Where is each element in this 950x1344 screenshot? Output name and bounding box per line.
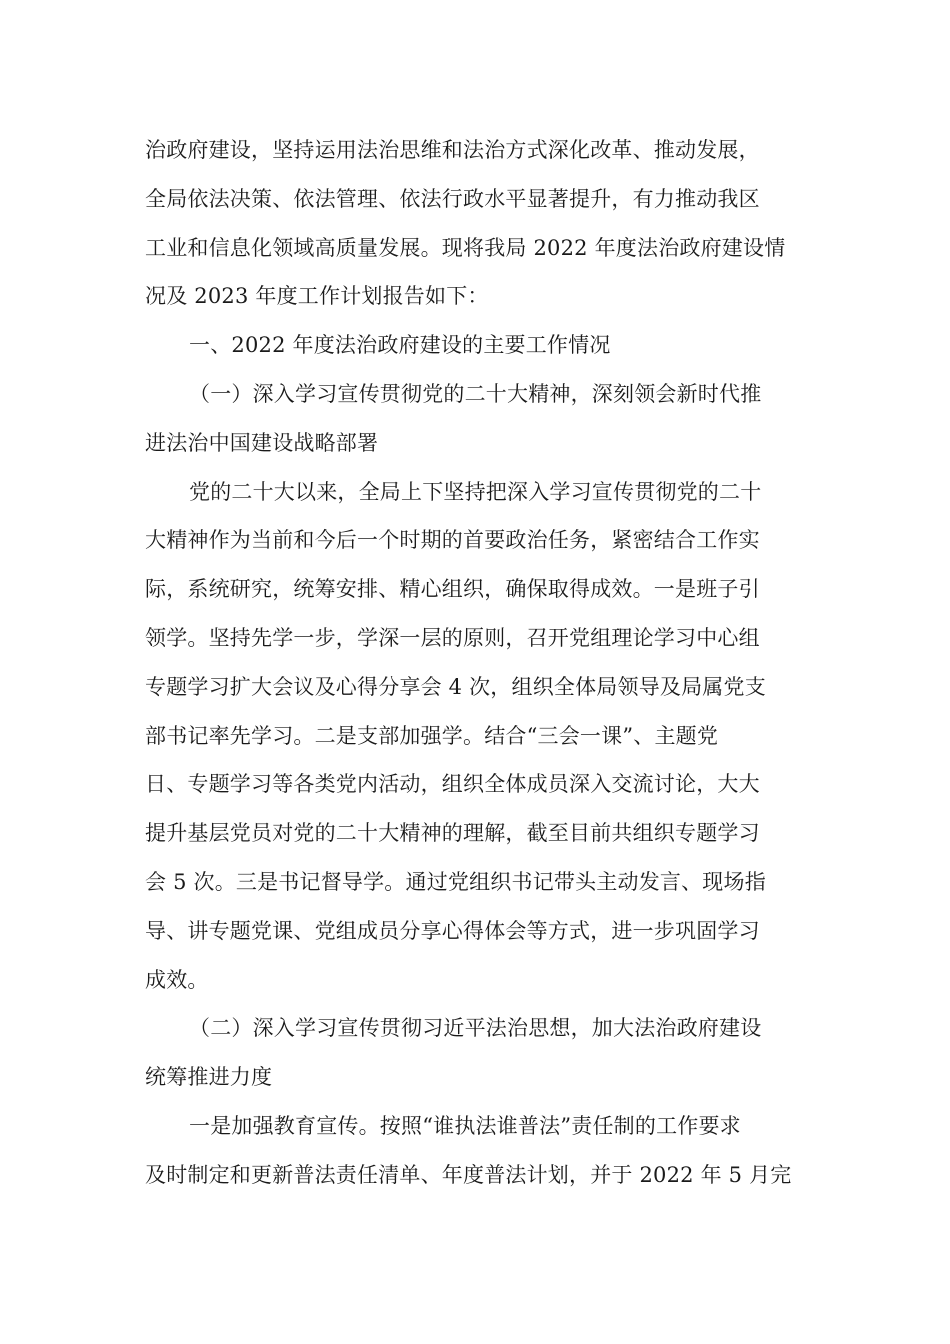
- paragraph-line: 日、专题学习等各类党内活动，组织全体成员深入交流讨论，大大: [145, 772, 760, 797]
- paragraph-line: 部书记率先学习。二是支部加强学。结合“三会一课”、主题党: [145, 723, 719, 748]
- paragraph-line: 治政府建设，坚持运用法治思维和法治方式深化改革、推动发展，: [145, 138, 760, 162]
- paragraph-line: 导、讲专题党课、党组成员分享心得体会等方式，进一步巩固学习: [145, 918, 760, 943]
- paragraph-line: 际，系统研究，统筹安排、精心组织，确保取得成效。一是班子引: [145, 577, 760, 602]
- paragraph-line: 及时制定和更新普法责任清单、年度普法计划，并于 2022 年 5 月完: [145, 1162, 792, 1187]
- paragraph-line: 成效。: [145, 967, 209, 992]
- paragraph-line: 一是加强教育宣传。按照“谁执法谁普法”责任制的工作要求: [189, 1113, 741, 1138]
- subsection-heading: （一）深入学习宣传贯彻党的二十大精神，深刻领会新时代推: [189, 381, 762, 406]
- paragraph-line: 况及 2023 年度工作计划报告如下：: [145, 284, 489, 309]
- paragraph-line: 工业和信息化领域高质量发展。现将我局 2022 年度法治政府建设情: [145, 235, 786, 260]
- subsection-heading-continued: 进法治中国建设战略部署: [145, 430, 379, 455]
- paragraph-line: 会 5 次。三是书记督导学。通过党组织书记带头主动发言、现场指: [145, 869, 766, 894]
- paragraph-line: 领学。坚持先学一步，学深一层的原则，召开党组理论学习中心组: [145, 625, 760, 650]
- subsection-heading: （二）深入学习宣传贯彻习近平法治思想，加大法治政府建设: [189, 1016, 762, 1041]
- paragraph-line: 全局依法决策、依法管理、依法行政水平显著提升，有力推动我区: [145, 186, 760, 211]
- paragraph-line: 大精神作为当前和今后一个时期的首要政治任务，紧密结合工作实: [145, 528, 760, 553]
- paragraph-line: 提升基层党员对党的二十大精神的理解，截至目前共组织专题学习: [145, 821, 760, 846]
- section-heading: 一、2022 年度法治政府建设的主要工作情况: [189, 333, 611, 358]
- paragraph-line: 党的二十大以来，全局上下坚持把深入学习宣传贯彻党的二十: [189, 479, 762, 504]
- document-body: [145, 126, 809, 1200]
- paragraph-line: 专题学习扩大会议及心得分享会 4 次，组织全体局领导及局属党支: [145, 674, 766, 699]
- subsection-heading-continued: 统筹推进力度: [145, 1065, 273, 1090]
